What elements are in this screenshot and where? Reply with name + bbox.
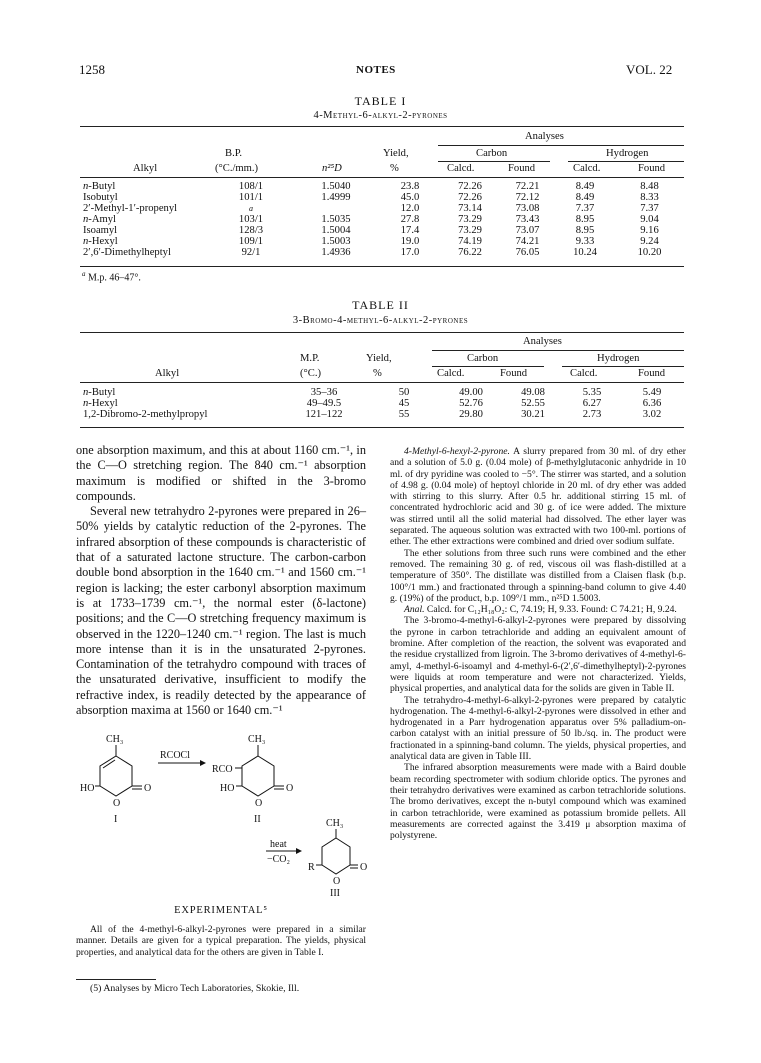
hydrogen-found-cell: 7.37: [640, 203, 659, 214]
hydrogen-calcd-cell: 6.27: [582, 398, 602, 409]
table1-row: [80, 192, 684, 203]
yield-cell: 17.0: [400, 247, 420, 258]
carbon-found-cell: 72.21: [515, 181, 540, 192]
carbon-found-cell: 52.55: [521, 398, 545, 409]
reagent-rcocl: RCOCl: [160, 750, 191, 761]
hydrogen-calcd-cell: 10.24: [573, 247, 597, 258]
compound-label-III: III: [330, 888, 340, 899]
table2-hydrogen-calcd: Calcd.: [570, 368, 598, 379]
carbon-found-cell: 73.08: [515, 203, 540, 214]
table2-yield-unit: %: [373, 368, 382, 379]
table1-nd-header: n²⁵D: [322, 163, 342, 174]
table1-yield-unit: %: [390, 163, 399, 174]
refractive-index-cell: 1.4936: [321, 247, 351, 258]
table1-yield-header: Yield,: [383, 148, 409, 159]
ring-o-III: O: [333, 876, 341, 887]
left-paragraph-1: one absorption maximum, and this at about 1160 cm.⁻¹, in the C—O stretching region. The 840 cm.⁻¹ absorption maximum is modified or shifted in the 3-bromo compounds.: [76, 443, 366, 503]
table1-hydrogen-header: Hydrogen: [606, 148, 649, 159]
hydrogen-calcd-cell: 8.95: [575, 214, 595, 225]
table1-header-rule: [80, 177, 684, 178]
table2-row: [80, 398, 684, 409]
mp-cell: 49–49.5: [306, 398, 342, 409]
hydrogen-found-cell: 9.04: [640, 214, 659, 225]
table2-carbon-rule: [432, 366, 544, 367]
footnote-5: (5) Analyses by Micro Tech Laboratories, Skokie, Ill.: [90, 983, 300, 994]
ch3-label-I: CH₃: [106, 734, 124, 745]
hydrogen-found-cell: 8.48: [640, 181, 659, 192]
table1-footnote-text: M.p. 46–47°.: [88, 272, 141, 284]
alkyl-cell: 2′-Methyl-1′-propenyl: [83, 203, 178, 214]
table2-carbon-calcd: Calcd.: [437, 368, 465, 379]
experimental-paragraph: All of the 4-methyl-6-alkyl-2-pyrones were prepared in a similar manner. Details are given for a typical preparation. The yields, physical properties, and analytical data for the others are given in Table I.: [76, 924, 366, 958]
hydrogen-found-cell: 5.49: [642, 387, 662, 398]
reagent-minus-co2: −CO₂: [267, 854, 291, 865]
compound-I-structure: [80, 734, 151, 825]
table2-hydrogen-found: Found: [638, 368, 666, 379]
right-paragraph-2: The ether solutions from three such runs were combined and the ether removed. The remaining 30 g. of red, viscous oil was flash-distilled at a temperature of 350°. The distillate was distilled from a Claisen flask (b.p. 100°/1 mm.) and fractionated through a spinning-band column to give 4.40 g. (19%) of the product, b.p. 109°/1 mm., n²⁵D 1.5003.: [390, 547, 686, 604]
table2-row: [80, 387, 684, 398]
table2-mp-header: M.P.: [300, 353, 320, 364]
mp-cell: 121–122: [305, 409, 343, 420]
right-paragraph-6: The infrared absorption measurements were made with a Baird double beam recording spectrometer with sodium chloride optics. The pyrones and their tetrahydro derivatives were examined as carbon tetrachloride solutions. The bromo derivatives, except the n-butyl compound which was examined in carbon tetrachloride, were examined as potassium bromide pellets. All measurements are corrected against the 3.419 μ absorption maxima of polystyrene.: [390, 762, 686, 842]
table1-bp-header: B.P.: [225, 148, 243, 159]
right-p1-title: 4-Methyl-6-hexyl-2-pyrone.: [404, 446, 510, 457]
carbon-calcd-cell: 73.14: [458, 203, 482, 214]
table1-row: [80, 236, 684, 247]
reaction-scheme: [80, 730, 370, 900]
refractive-index-cell: 1.5003: [321, 236, 351, 247]
ho-label-II: HO: [220, 783, 235, 794]
table1-footnote-mark: a: [82, 270, 86, 278]
ring-o-II: O: [255, 798, 263, 809]
hydrogen-calcd-cell: 5.35: [582, 387, 602, 398]
table1-carbon-rule: [438, 161, 550, 162]
right-paragraph-1: [390, 446, 686, 548]
mp-cell: 35–36: [310, 387, 338, 398]
compound-III-structure: [308, 818, 367, 899]
refractive-index-cell: 1.5040: [321, 181, 351, 192]
yield-cell: 17.4: [400, 225, 420, 236]
table1-body: [80, 181, 684, 258]
alkyl-cell: n-Butyl: [83, 181, 116, 192]
table1-hydrogen-found: Found: [638, 163, 666, 174]
bp-cell: 103/1: [238, 214, 264, 225]
compound-II-structure: [212, 734, 293, 825]
bp-cell: a: [249, 204, 253, 213]
carbon-calcd-cell: 76.22: [458, 247, 482, 258]
carbon-found-cell: 74.21: [515, 236, 540, 247]
hydrogen-found-cell: 10.20: [637, 247, 662, 258]
ch3-label-III: CH₃: [326, 818, 344, 829]
table2-title: 3-Bromo-4-methyl-6-alkyl-2-pyrones: [292, 315, 469, 326]
bp-cell: 109/1: [238, 236, 264, 247]
hydrogen-found-cell: 3.02: [642, 409, 662, 420]
table1-caption: TABLE I: [354, 94, 407, 108]
right-paragraph-4: The 3-bromo-4-methyl-6-alkyl-2-pyrones were prepared by dissolving the pyrone in carbon tetrachloride and adding an equivalent amount of bromine. After completion of the reaction, the solvent was evaporated and the residue crystallized from ligroin. The 3-bromo derivatives of 4-methyl-6-amyl, 4-methyl-6-isoamyl and 4-methyl-6-(2′,6′-dimethylheptyl)-2-pyrones were liquids at room temperature and were not characterized. Yields, physical properties, and analytical data for the solids are given in Table II.: [390, 615, 686, 695]
table1-title: 4-Methyl-6-alkyl-2-pyrones: [313, 110, 448, 121]
table1-carbon-header: Carbon: [476, 148, 508, 159]
carbon-calcd-cell: 72.26: [458, 181, 482, 192]
table2-row: [80, 409, 684, 420]
refractive-index-cell: 1.5035: [321, 214, 351, 225]
table2-mp-unit: (°C.): [300, 368, 322, 379]
carbon-found-cell: 76.05: [515, 247, 540, 258]
carbon-found-cell: 49.08: [521, 387, 545, 398]
table1-carbon-calcd: Calcd.: [447, 163, 475, 174]
carbon-calcd-cell: 52.76: [459, 398, 483, 409]
carbon-calcd-cell: 29.80: [459, 409, 483, 420]
refractive-index-cell: [292, 203, 380, 214]
bp-cell: 128/3: [238, 225, 264, 236]
hydrogen-found-cell: 9.24: [640, 236, 659, 247]
yield-cell: 50: [398, 387, 410, 398]
table2-header-rule: [80, 382, 684, 383]
table1-top-rule: [80, 126, 684, 127]
table1-analyses-header: Analyses: [525, 131, 564, 142]
rco-label: RCO: [212, 764, 233, 775]
left-paragraph-2: Several new tetrahydro 2-pyrones were prepared in 26–50% yields by catalytic reduction of the 2-pyrones. The infrared absorption of these compounds is characteristic of that of a saturated lactone structure. The carbon-carbon double bond absorption in the 1640 cm.⁻¹ and 1560 cm.⁻¹ region is lacking; the ester carbonyl absorption maximum is at 1733–1739 cm.⁻¹, the normal ester (δ-lactone) positions; and the C—O stretching frequency maximum is observed in the 1220–1240 cm.⁻¹ region. The last is much more intense than it is in the unsaturated 2-pyrones. Contamination of the tetrahydro compound with traces of the unsaturated derivative, insufficient to modify the refractive index, is readily detected by the appearance of absorption maxima at 1560 or 1640 cm.⁻¹: [76, 504, 366, 718]
table1-analyses-rule: [438, 145, 684, 146]
hydrogen-calcd-cell: 2.73: [582, 409, 602, 420]
bp-cell: 108/1: [238, 181, 264, 192]
table1-alkyl-header: Alkyl: [133, 163, 158, 174]
table1-row: [80, 181, 684, 192]
table1-row: [80, 225, 684, 236]
compound-label-II: II: [254, 814, 261, 825]
yield-cell: 12.0: [400, 203, 420, 214]
r-label: R: [308, 862, 315, 873]
refractive-index-cell: 1.5004: [321, 225, 351, 236]
hydrogen-calcd-cell: 8.49: [575, 192, 595, 203]
right-paragraph-3: [390, 604, 686, 615]
alkyl-cell: 1,2-Dibromo-2-methylpropyl: [83, 409, 208, 420]
carbon-calcd-cell: 74.19: [458, 236, 482, 247]
table2-carbon-found: Found: [500, 368, 528, 379]
bp-cell: 101/1: [238, 192, 264, 203]
carbon-found-cell: 73.07: [515, 225, 540, 236]
table1-row: [80, 214, 684, 225]
alkyl-cell: Isoamyl: [83, 225, 118, 236]
table2-hydrogen-rule: [562, 366, 684, 367]
right-p3-text: Calcd. for C₁₂H₁₈O₂: C, 74.19; H, 9.33. Found: C 74.21; H, 9.24.: [424, 604, 677, 616]
volume-label: VOL. 22: [626, 62, 673, 77]
right-paragraph-5: The tetrahydro-4-methyl-6-alkyl-2-pyrones were prepared by catalytic hydrogenation. The 4-methyl-6-alkyl-2-pyrones were dissolved in ether and hydrogenated in a Parr hydrogenation apparatus over 5% palladium-on-carbon catalyst with an initial pressure of 50 lb./sq. in. The product were fractionated in a spinning-band column. The yields, physical properties, and analytical data are given in Table III.: [390, 694, 686, 763]
right-p1-text: A slurry prepared from 30 ml. of dry ether and a solution of 5.0 g. (0.04 mole) of β-methylglutaconic anhydride in 10 ml. of dry pyridine was cooled to −5°. The stirrer was started, and a solution of 4.98 g. (0.04 mole) of heptoyl chloride in 20 ml. of dry ether was added with stirring to this slurry. After 0.5 hr. additional stirring 15 ml. of concentrated hydrochloric acid and 30 g. of ice were added. The mixture was stirred until all the solid material had dissolved. The ether layer was separated. The aqueous solution was extracted with two 100-ml. portions of ether. The ether extractions were combined and dried over sodium sulfate.: [390, 446, 686, 548]
left-column: [76, 443, 366, 718]
table1-row: [80, 247, 684, 258]
bp-cell: 92/1: [241, 247, 261, 258]
alkyl-cell: n-Butyl: [83, 387, 116, 398]
alkyl-cell: n-Hexyl: [83, 236, 118, 247]
alkyl-cell: n-Hexyl: [83, 398, 118, 409]
hydrogen-calcd-cell: 9.33: [575, 236, 595, 247]
hydrogen-calcd-cell: 7.37: [575, 203, 595, 214]
yield-cell: 45.0: [400, 192, 420, 203]
carbon-calcd-cell: 72.26: [458, 192, 482, 203]
carbon-calcd-cell: 49.00: [459, 387, 483, 398]
carbon-calcd-cell: 73.29: [458, 214, 482, 225]
o-label-II: O: [286, 783, 294, 794]
table1-row: [80, 203, 684, 214]
hydrogen-calcd-cell: 8.49: [575, 181, 595, 192]
table2-body: [80, 387, 684, 420]
table2-alkyl-header: Alkyl: [155, 368, 180, 379]
carbon-found-cell: 30.21: [521, 409, 545, 420]
table1-footnote: [82, 270, 141, 283]
hydrogen-calcd-cell: 8.95: [575, 225, 595, 236]
footnote-rule: [76, 979, 156, 980]
table2-hydrogen-header: Hydrogen: [597, 353, 640, 364]
table2-carbon-header: Carbon: [467, 353, 499, 364]
reagent-heat: heat: [270, 839, 287, 850]
table2-analyses-rule: [432, 350, 684, 351]
o-label-III: O: [360, 862, 368, 873]
o-label-I: O: [144, 783, 152, 794]
alkyl-cell: Isobutyl: [83, 192, 118, 203]
hydrogen-found-cell: 9.16: [640, 225, 659, 236]
table1-hydrogen-calcd: Calcd.: [573, 163, 601, 174]
table2-caption: TABLE II: [352, 298, 409, 312]
yield-cell: 19.0: [400, 236, 420, 247]
table2-bottom-rule: [80, 427, 684, 428]
ch3-label-II: CH₃: [248, 734, 266, 745]
refractive-index-cell: 1.4999: [321, 192, 351, 203]
right-column: [390, 446, 686, 841]
table1-hydrogen-rule: [568, 161, 684, 162]
yield-cell: 23.8: [400, 181, 420, 192]
carbon-found-cell: 73.43: [515, 214, 540, 225]
compound-label-I: I: [114, 814, 118, 825]
table1-carbon-found: Found: [508, 163, 536, 174]
page-number: 1258: [79, 62, 105, 77]
experimental-heading: EXPERIMENTAL⁵: [174, 905, 268, 916]
experimental-intro: [76, 924, 366, 958]
table2-yield-header: Yield,: [366, 353, 392, 364]
hydrogen-found-cell: 6.36: [642, 398, 662, 409]
yield-cell: 27.8: [400, 214, 420, 225]
ring-o-I: O: [113, 798, 121, 809]
right-p3-title: Anal.: [404, 604, 425, 616]
yield-cell: 55: [398, 409, 410, 420]
carbon-found-cell: 72.12: [515, 192, 540, 203]
table2-top-rule: [80, 332, 684, 333]
alkyl-cell: 2′,6′-Dimethylheptyl: [83, 247, 171, 258]
hydrogen-found-cell: 8.33: [640, 192, 659, 203]
table1-bp-unit: (°C./mm.): [215, 163, 259, 174]
carbon-calcd-cell: 73.29: [458, 225, 482, 236]
ho-label-I: HO: [80, 783, 95, 794]
table1-bottom-rule: [80, 266, 684, 267]
table2-analyses-header: Analyses: [523, 336, 562, 347]
alkyl-cell: n-Amyl: [83, 214, 116, 225]
yield-cell: 45: [398, 398, 410, 409]
running-head: NOTES: [356, 64, 396, 76]
